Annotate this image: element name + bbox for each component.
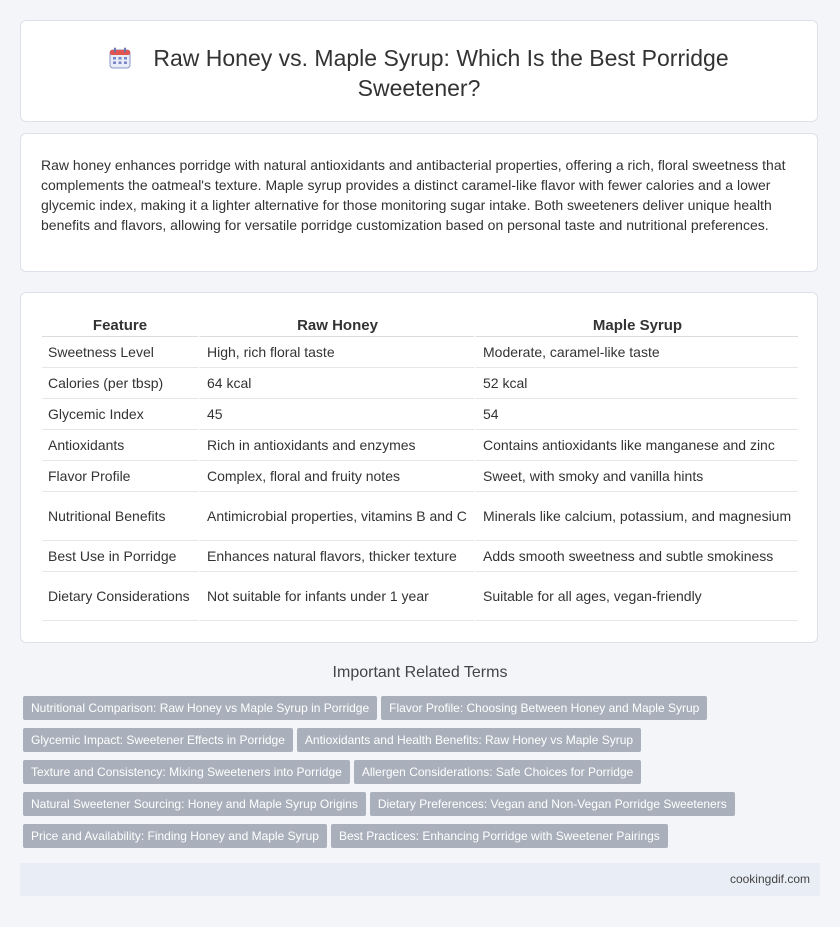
table-cell: Flavor Profile <box>42 461 198 492</box>
intro-card <box>20 133 818 272</box>
table-header-row <box>42 315 798 337</box>
table-row <box>42 572 798 621</box>
table-cell: Rich in antioxidants and enzymes <box>198 430 474 461</box>
table-cell: Sweetness Level <box>42 337 198 368</box>
table-cell: Calories (per tbsp) <box>42 368 198 399</box>
related-term-tag[interactable]: Nutritional Comparison: Raw Honey vs Maple Syrup in Porridge <box>23 696 377 720</box>
table-row <box>42 337 798 368</box>
table-cell: Sweet, with smoky and vanilla hints <box>474 461 798 492</box>
table-row <box>42 492 798 541</box>
table-cell: Not suitable for infants under 1 year <box>198 572 474 621</box>
table-cell: Glycemic Index <box>42 399 198 430</box>
table-cell: Dietary Considerations <box>42 572 198 621</box>
table-cell: Moderate, caramel-like taste <box>474 337 798 368</box>
related-term-tag[interactable]: Antioxidants and Health Benefits: Raw Honey vs Maple Syrup <box>297 728 641 752</box>
table-row <box>42 541 798 572</box>
table-cell: 52 kcal <box>474 368 798 399</box>
table-cell: 64 kcal <box>198 368 474 399</box>
table-row <box>42 368 798 399</box>
related-term-tag[interactable]: Dietary Preferences: Vegan and Non-Vegan Porridge Sweeteners <box>370 792 735 816</box>
related-term-tag[interactable]: Glycemic Impact: Sweetener Effects in Porridge <box>23 728 293 752</box>
comparison-card <box>20 292 818 643</box>
header-maple-syrup: Maple Syrup <box>474 315 798 337</box>
related-term-tag[interactable]: Price and Availability: Finding Honey and Maple Syrup <box>23 824 327 848</box>
table-cell: Contains antioxidants like manganese and zinc <box>474 430 798 461</box>
table-cell: Antimicrobial properties, vitamins B and C <box>198 492 474 541</box>
related-term-tag[interactable]: Natural Sweetener Sourcing: Honey and Maple Syrup Origins <box>23 792 366 816</box>
table-cell: Enhances natural flavors, thicker texture <box>198 541 474 572</box>
header-feature: Feature <box>42 315 198 337</box>
related-term-tag[interactable]: Flavor Profile: Choosing Between Honey and Maple Syrup <box>381 696 707 720</box>
related-term-tag[interactable]: Texture and Consistency: Mixing Sweeteners into Porridge <box>23 760 350 784</box>
table-cell: High, rich floral taste <box>198 337 474 368</box>
calendar-icon <box>109 47 131 69</box>
table-cell: Adds smooth sweetness and subtle smokiness <box>474 541 798 572</box>
table-cell: Complex, floral and fruity notes <box>198 461 474 492</box>
footer <box>20 863 820 896</box>
page-title: Raw Honey vs. Maple Syrup: Which Is the Best Porridge Sweetener? <box>153 45 729 101</box>
table-cell: Minerals like calcium, potassium, and magnesium <box>474 492 798 541</box>
table-cell: Best Use in Porridge <box>42 541 198 572</box>
related-terms-title: Important Related Terms <box>332 664 508 681</box>
header-raw-honey: Raw Honey <box>198 315 474 337</box>
table-row <box>42 399 798 430</box>
related-term-tag[interactable]: Allergen Considerations: Safe Choices for Porridge <box>354 760 641 784</box>
intro-text: Raw honey enhances porridge with natural antioxidants and antibacterial properties, offering a rich, floral sweetness that complements the oatmeal's texture. Maple syrup provides a distinct caramel-like flavor with fewer calories and a lower glycemic index, making it a lighter alternative for those monitoring sugar intake. Both sweeteners deliver unique health benefits and flavors, allowing for versatile porridge customization based on personal taste and nutritional preferences. <box>41 157 786 233</box>
related-term-tag[interactable]: Best Practices: Enhancing Porridge with Sweetener Pairings <box>331 824 668 848</box>
table-cell: Nutritional Benefits <box>42 492 198 541</box>
table-cell: Suitable for all ages, vegan-friendly <box>474 572 798 621</box>
table-cell: Antioxidants <box>42 430 198 461</box>
header-card <box>20 20 818 122</box>
page-title-wrap <box>21 43 817 103</box>
table-row <box>42 430 798 461</box>
related-terms-tags <box>23 696 823 856</box>
table-cell: 45 <box>198 399 474 430</box>
footer-site[interactable]: cookingdif.com <box>729 872 810 886</box>
comparison-table <box>42 315 798 621</box>
table-row <box>42 461 798 492</box>
table-cell: 54 <box>474 399 798 430</box>
